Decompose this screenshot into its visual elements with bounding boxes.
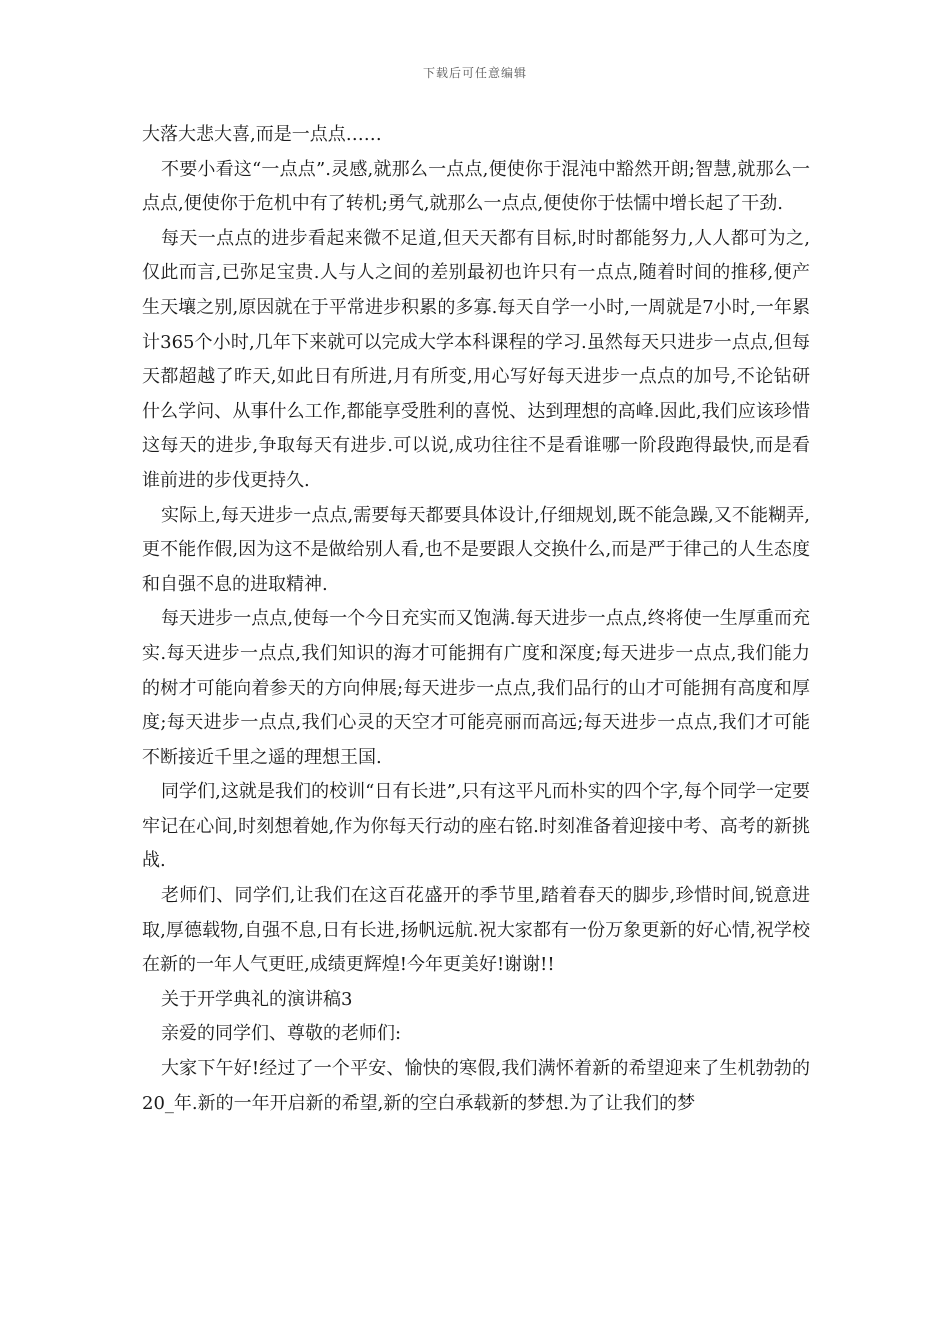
paragraph-10: 大家下午好!经过了一个平安、愉快的寒假,我们满怀着新的希望迎来了生机勃勃的20_年.新的一年开启新的希望,新的空白承载新的梦想.为了让我们的梦 xyxy=(142,1058,810,1114)
section-heading: 关于开学典礼的演讲稿3 xyxy=(161,988,353,1010)
document-body xyxy=(142,118,810,1121)
paragraph-5: 每天进步一点点,使每一个今日充实而又饱满.每天进步一点点,终将使一生厚重而充实.每天进步一点点,我们知识的海才可能拥有广度和深度;每天进步一点点,我们能力的树才可能向着参天的方向伸展;每天进步一点点,我们品行的山才可能拥有高度和厚度;每天进步一点点,我们心灵的天空才可能亮丽而高远;每天进步一点点,我们才可能不断接近千里之遥的理想王国. xyxy=(142,608,810,768)
paragraph-6: 同学们,这就是我们的校训“日有长进”,只有这平凡而朴实的四个字,每个同学一定要牢记在心间,时刻想着她,作为你每天行动的座右铭.时刻准备着迎接中考、高考的新挑战. xyxy=(142,781,810,872)
paragraph-7: 老师们、同学们,让我们在这百花盛开的季节里,踏着春天的脚步,珍惜时间,锐意进取,厚德载物,自强不息,日有长进,扬帆远航.祝大家都有一份万象更新的好心情,祝学校在新的一年人气更旺,成绩更辉煌!今年更美好!谢谢!! xyxy=(142,885,810,976)
paragraph-2: 不要小看这“一点点”.灵感,就那么一点点,便使你于混沌中豁然开朗;智慧,就那么一点点,便使你于危机中有了转机;勇气,就那么一点点,便使你于怯懦中增长起了干劲. xyxy=(142,158,810,215)
page-header: 下载后可任意编辑 xyxy=(422,66,527,80)
paragraph-3: 每天一点点的进步看起来微不足道,但天天都有目标,时时都能努力,人人都可为之,仅此而言,已弥足宝贵.人与人之间的差别最初也许只有一点点,随着时间的推移,便产生天壤之别,原因就在于平常进步积累的多寡.每天自学一小时,一周就是7小时,一年累计365个小时,几年下来就可以完成大学本科课程的学习.虽然每天只进步一点点,但每天都超越了昨天,如此日有所进,月有所变,用心写好每天进步一点点的加号,不论钻研什么学问、从事什么工作,都能享受胜利的喜悦、达到理想的高峰.因此,我们应该珍惜这每天的进步,争取每天有进步.可以说,成功往往不是看谁哪一阶段跑得最快,而是看谁前进的步伐更持久. xyxy=(142,227,810,491)
salutation: 亲爱的同学们、尊敬的老师们: xyxy=(161,1023,402,1045)
paragraph-1: 大落大悲大喜,而是一点点…… xyxy=(142,124,382,145)
paragraph-4: 实际上,每天进步一点点,需要每天都要具体设计,仔细规划,既不能急躁,又不能糊弄,更不能作假,因为这不是做给别人看,也不是要跟人交换什么,而是严于律己的人生态度和自强不息的进取精神. xyxy=(142,504,810,595)
